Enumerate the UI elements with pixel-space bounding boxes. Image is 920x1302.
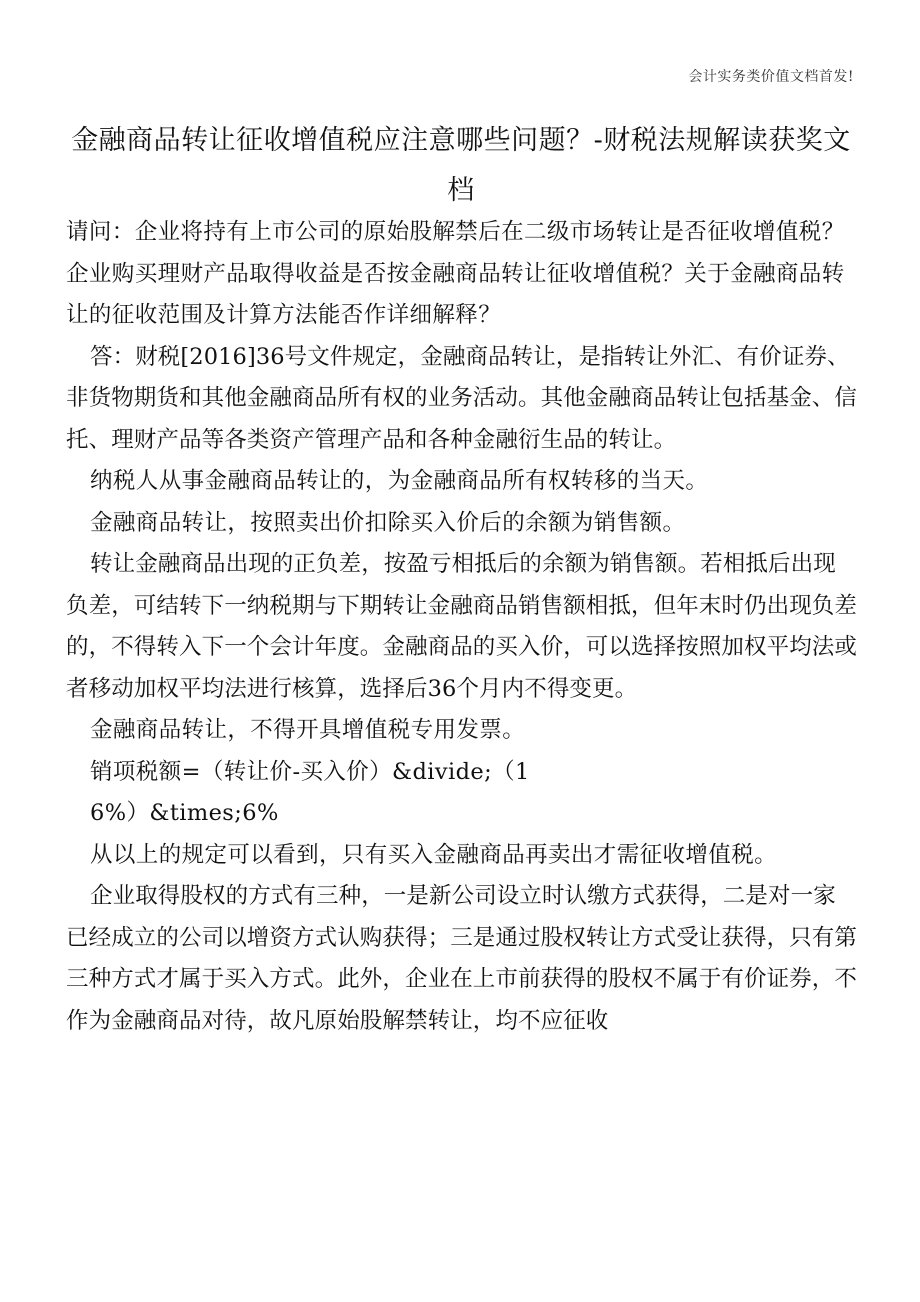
- body-paragraph: 转让金融商品出现的正负差，按盈亏相抵后的余额为销售额。若相抵后出现负差，可结转下一纳税期与下期转让金融商品销售额相抵，但年末时仍出现负差的，不得转入下一个会计年度。金融商品的买入价，可以选择按照加权平均法或者移动加权平均法进行核算，选择后36个月内不得变更。: [66, 551, 858, 702]
- body-paragraph: 金融商品转让，按照卖出价扣除买入价后的余额为销售额。: [90, 509, 686, 536]
- header-note: 会计实务类价值文档首发!: [688, 69, 854, 85]
- question-paragraph: 请问：企业将持有上市公司的原始股解禁后在二级市场转让是否征收增值税？企业购买理财产品取得收益是否按金融商品转让征收增值税？关于金融商品转让的征收范围及计算方法能否作详细解释？: [66, 219, 845, 328]
- formula-line-2: 6%）&times;6%: [90, 800, 279, 826]
- body-paragraph: 纳税人从事金融商品转让的，为金融商品所有权转移的当天。: [90, 468, 709, 494]
- document-body: [66, 212, 858, 1042]
- document-title: 金融商品转让征收增值税应注意哪些问题？-财税法规解读获奖文档: [71, 125, 851, 206]
- body-paragraph: 企业取得股权的方式有三种，一是新公司设立时认缴方式获得，二是对一家已经成立的公司以增资方式认购获得；三是通过股权转让方式受让获得，只有第三种方式才属于买入方式。此外，企业在上市前获得的股权不属于有价证券，不作为金融商品对待，故凡原始股解禁转让，均不应征收: [66, 883, 858, 1034]
- body-paragraph: 从以上的规定可以看到，只有买入金融商品再卖出才需征收增值税。: [90, 841, 778, 868]
- formula-line-1: 销项税额=（转让价-买入价）&divide;（1: [90, 758, 530, 785]
- answer-paragraph: 答：财税[2016]36号文件规定，金融商品转让，是指转让外汇、有价证券、非货物期货和其他金融商品所有权的业务活动。其他金融商品转让包括基金、信托、理财产品等各类资产管理产品和各种金融衍生品的转让。: [66, 343, 858, 453]
- body-paragraph: 金融商品转让，不得开具增值税专用发票。: [90, 717, 526, 743]
